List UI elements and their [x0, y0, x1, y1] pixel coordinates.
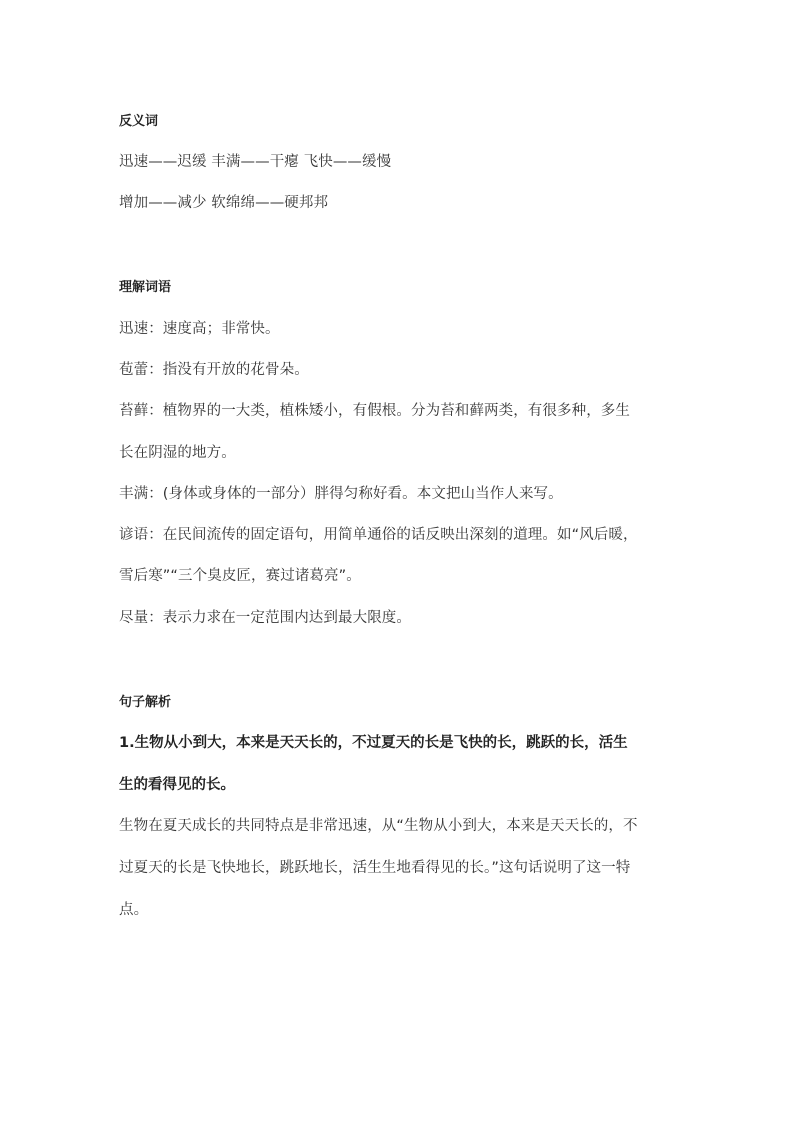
vocab-line: 苔藓：植物界的一大类，植株矮小，有假根。分为苔和藓两类，有很多种，多生: [119, 403, 630, 419]
vocab-line: 长在阴湿的地方。: [119, 445, 236, 461]
vocab-line: 丰满：(身体或身体的一部分）胖得匀称好看。本文把山当作人来写。: [119, 486, 563, 502]
analysis-explain-line: 生物在夏天成长的共同特点是非常迅速，从“生物从小到大，本来是天天长的，不: [119, 818, 638, 834]
vocab-line: 尽量：表示力求在一定范围内达到最大限度。: [119, 610, 411, 626]
analysis-explain-line: 点。: [119, 902, 149, 918]
analysis-explain-line: 过夏天的长是飞快地长，跳跃地长，活生生地看得见的长。”这句话说明了这一特: [119, 860, 631, 876]
analysis-sentence-line-1: 1.生物从小到大，本来是天天长的，不过夏天的长是飞快的长，跳跃的长，活生: [119, 735, 628, 751]
vocab-line: 迅速：速度高；非常快。: [119, 321, 280, 337]
vocab-line: 雪后寒”“三个臭皮匠，赛过诸葛亮”。: [119, 568, 361, 584]
antonyms-line-1: 迅速——迟缓 丰满——干瘪 飞快——缓慢: [119, 154, 392, 170]
analysis-sentence-line-2: 生的看得见的长。: [119, 777, 235, 793]
vocab-line: 苞蕾：指没有开放的花骨朵。: [119, 362, 309, 378]
antonyms-heading: 反义词: [119, 114, 159, 129]
analysis-heading: 句子解析: [119, 695, 172, 710]
vocab-heading: 理解词语: [119, 280, 172, 295]
antonyms-line-2: 增加——减少 软绵绵——硬邦邦: [119, 195, 329, 211]
vocab-line: 谚语：在民间流传的固定语句，用简单通俗的话反映出深刻的道理。如“风后暖，: [119, 527, 638, 543]
